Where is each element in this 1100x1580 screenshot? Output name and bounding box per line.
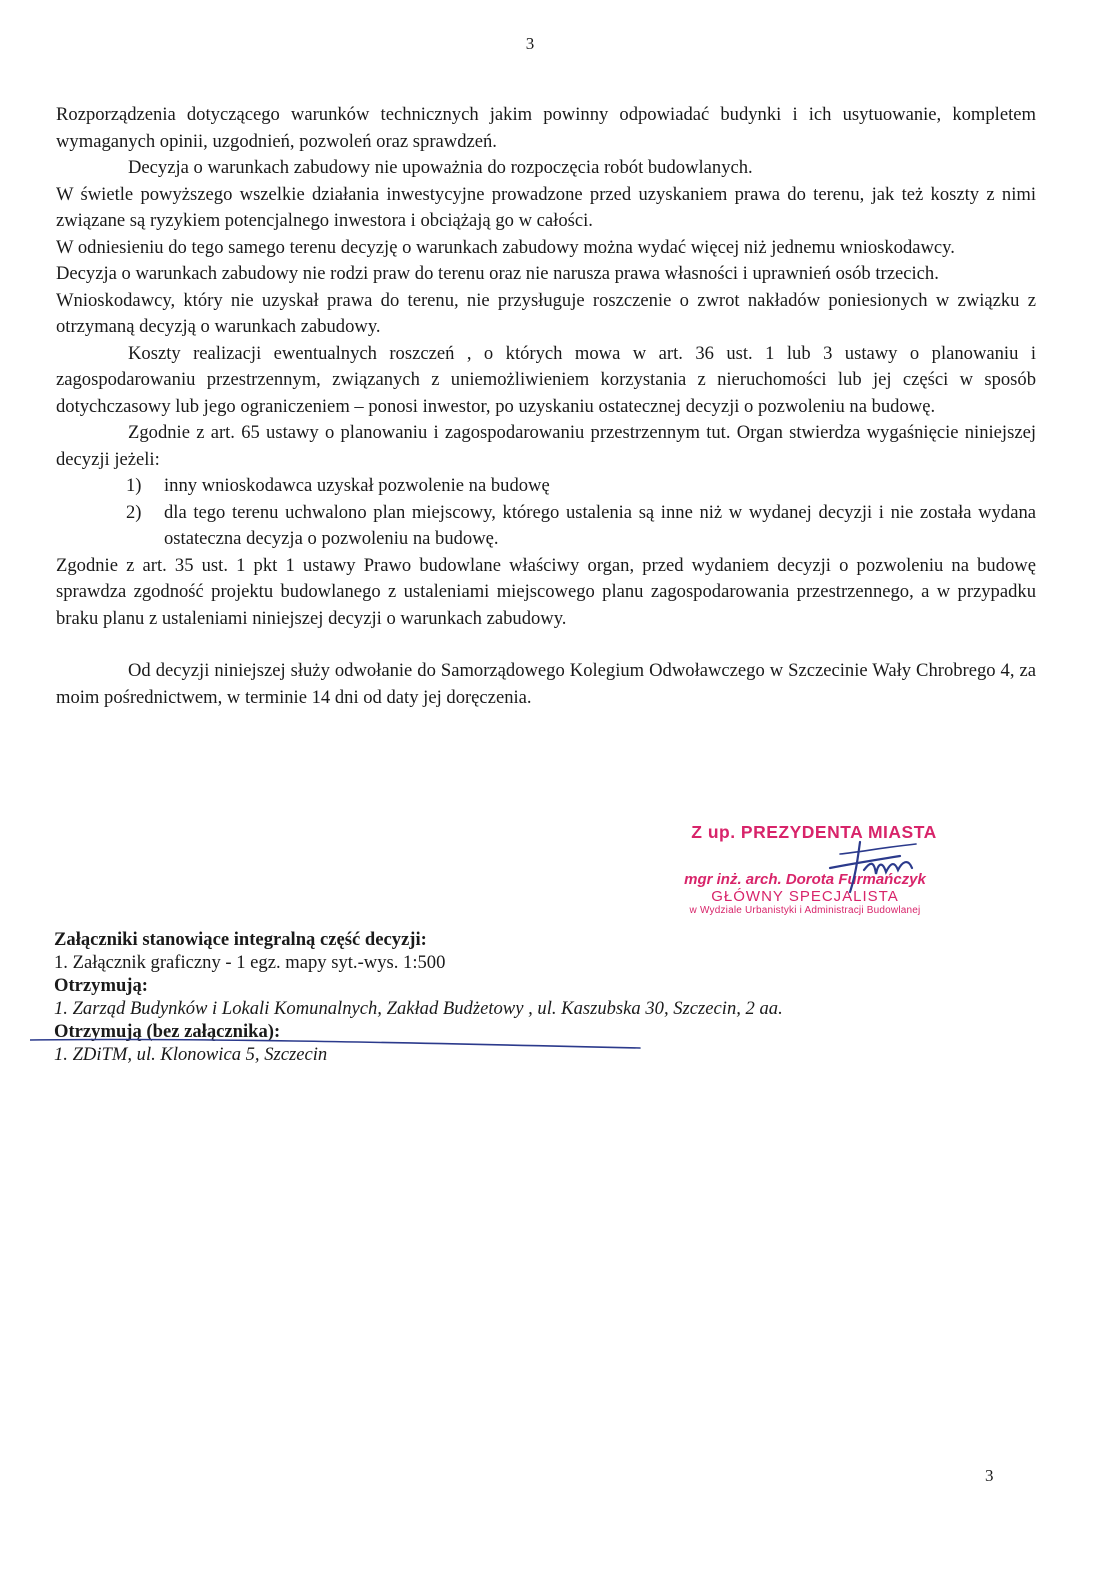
recipients-no-attachment-heading: Otrzymują (bez załącznika):	[54, 1021, 281, 1042]
appeal-paragraph: Od decyzji niniejszej służy odwołanie do Samorządowego Kolegium Odwoławczego w Szczecinie Wały Chrobrego 4, za moim pośrednictwem, w terminie 14 dni od daty jej doręczenia.	[56, 660, 1036, 708]
attachments-heading: Załączniki stanowiące integralną część decyzji:	[54, 929, 427, 950]
list-item-text: inny wnioskodawca uzyskał pozwolenie na budowę	[164, 475, 550, 496]
paragraph: Koszty realizacji ewentualnych roszczeń , o których mowa w art. 36 ust. 1 lub 3 ustawy o planowaniu i zagospodarowaniu przestrzennym, związanych z uniemożliwieniem korzystania z nieruchomości lub jej części w sposób dotychczasowy lub jego ograniczeniem – ponosi inwestor, po uzyskaniu ostatecznej decyzji o pozwoleniu na budowę.	[56, 342, 1036, 417]
list-item	[56, 473, 1036, 500]
paragraph: Rozporządzenia dotyczącego warunków technicznych jakim powinny odpowiadać budynki i ich usytuowanie, kompletem wymaganych opinii, uzgodnień, pozwoleń oraz sprawdzeń.	[56, 104, 1036, 152]
paragraph: Wnioskodawcy, który nie uzyskał prawa do terenu, nie przysługuje roszczenie o zwrot nakładów poniesionych w związku z otrzymaną decyzją o warunkach zabudowy.	[56, 289, 1036, 337]
list-item-text: dla tego terenu uchwalono plan miejscowy, którego ustalenia są inne niż w wydanej decyzji i nie została wydana ostateczna decyzja o pozwoleniu na budowę.	[164, 501, 1036, 549]
paragraph: Decyzja o warunkach zabudowy nie rodzi praw do terenu oraz nie narusza prawa własności i uprawnień osób trzecich.	[56, 263, 939, 284]
list-item-number: 2)	[126, 501, 142, 523]
recipients-heading: Otrzymują:	[54, 975, 148, 996]
paragraph: Zgodnie z art. 65 ustawy o planowaniu i zagospodarowaniu przestrzennym tut. Organ stwierdza wygaśnięcie niniejszej decyzji jeżeli:	[56, 422, 1036, 470]
stamp-department: w Wydziale Urbanistyki i Administracji Budowlanej	[689, 905, 921, 916]
decision-body	[56, 102, 1036, 711]
page-number-bottom: 3	[985, 1466, 994, 1485]
pen-underline	[30, 1036, 650, 1052]
recipient-item: 1. Zarząd Budynków i Lokali Komunalnych, Zakład Budżetowy , ul. Kaszubska 30, Szczecin, 2 aa.	[54, 998, 783, 1019]
attachment-item: 1. Załącznik graficzny - 1 egz. mapy syt.-wys. 1:500	[54, 952, 446, 973]
paragraph: W odniesieniu do tego samego terenu decyzję o warunkach zabudowy można wydać więcej niż jednemu wnioskodawcy.	[56, 236, 955, 258]
stamp-role: GŁÓWNY SPECJALISTA	[711, 888, 899, 905]
expiry-conditions-list	[56, 473, 1036, 553]
paragraph: Zgodnie z art. 35 ust. 1 pkt 1 ustawy Prawo budowlane właściwy organ, przed wydaniem decyzji o pozwoleniu na budowę sprawdza zgodność projektu budowlanego z ustaleniami miejscowego planu zagospodarowania przestrzennego, a w przypadku braku planu z ustaleniami niniejszej decyzji o warunkach zabudowy.	[56, 554, 1036, 629]
spacer	[56, 632, 1036, 658]
recipient-item: 1. ZDiTM, ul. Klonowica 5, Szczecin	[54, 1044, 328, 1065]
list-item	[56, 500, 1036, 553]
handwritten-signature	[820, 834, 930, 896]
paragraph: Decyzja o warunkach zabudowy nie upoważnia do rozpoczęcia robót budowlanych.	[128, 157, 753, 178]
list-item-number: 1)	[126, 475, 142, 496]
stamp-name: mgr inż. arch. Dorota Furmańczyk	[684, 871, 926, 888]
page-number-top: 3	[525, 34, 535, 53]
stamp-title: Z up. PREZYDENTA MIASTA	[691, 822, 937, 842]
paragraph: W świetle powyższego wszelkie działania inwestycyjne prowadzone przed uzyskaniem prawa do terenu, jak też koszty z nimi związane są ryzykiem potencjalnego inwestora i obciążają go w całości.	[56, 183, 1036, 231]
